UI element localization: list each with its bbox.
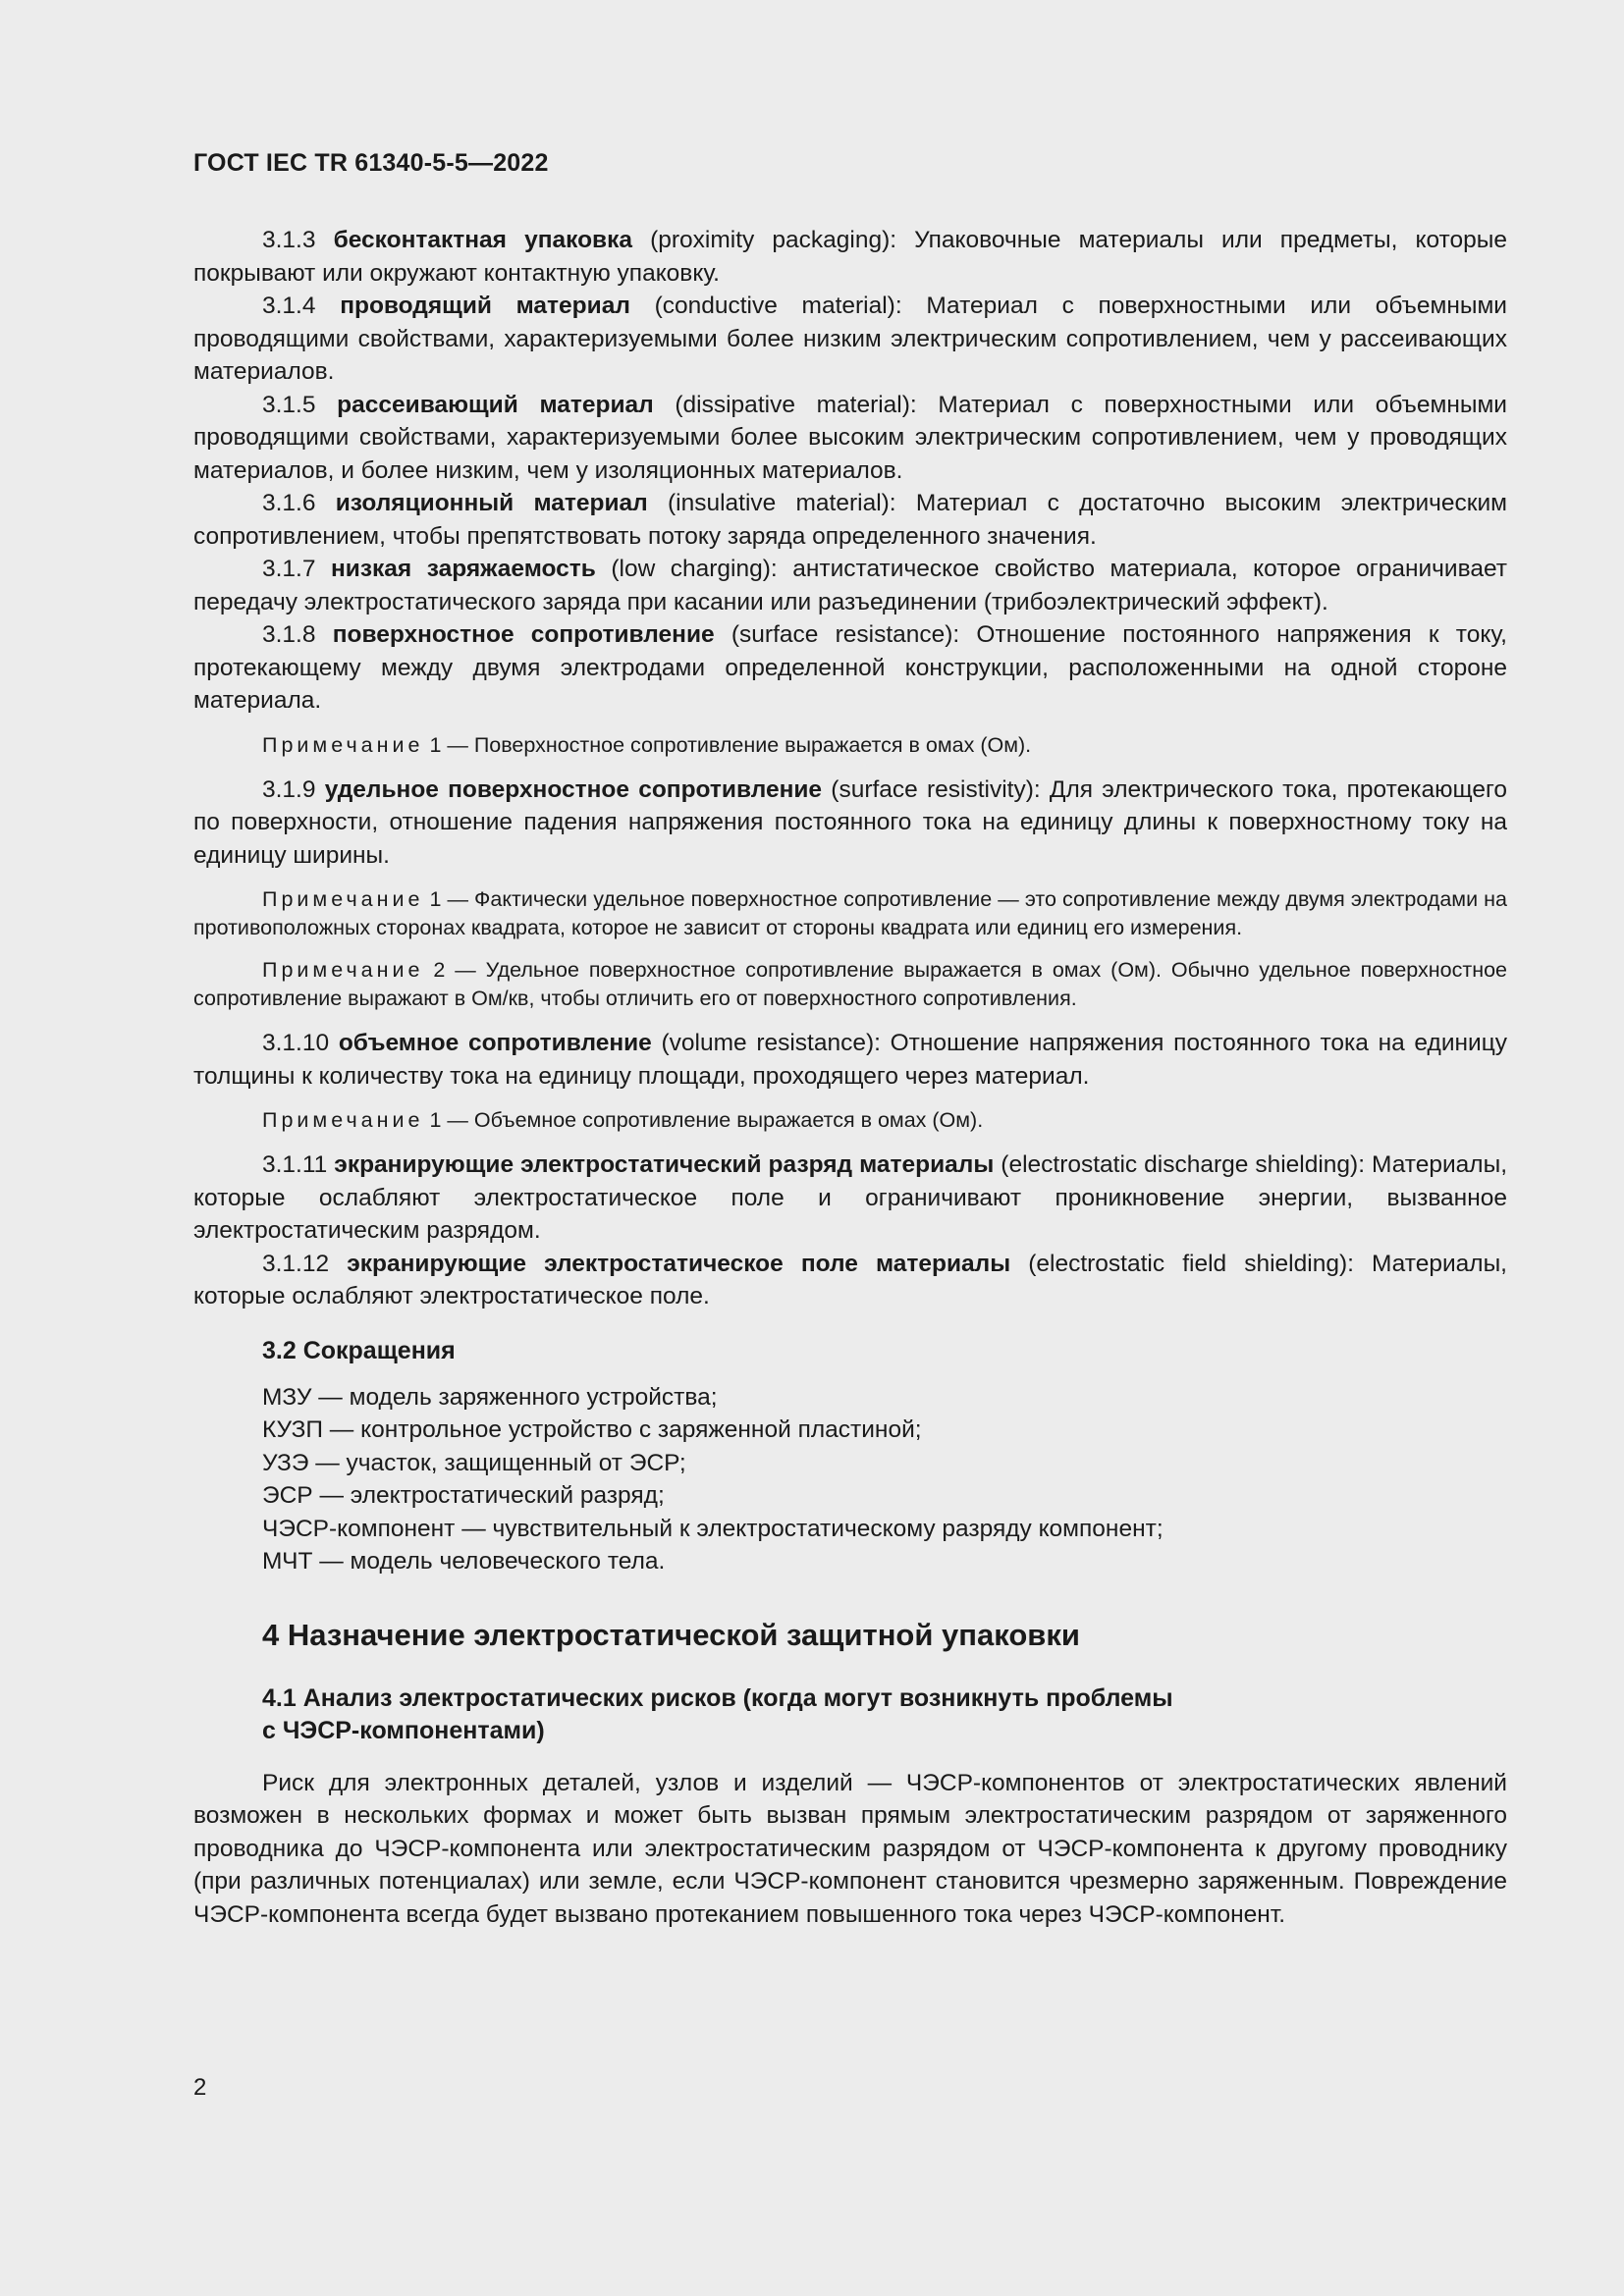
section-4-1-title: 4.1 Анализ электростатических рисков (когда могут возникнуть проблемы с ЧЭСР-компонентами) [262, 1683, 1173, 1744]
document-body [193, 224, 1507, 1931]
note-3-1-10: Примечание 1 — Объемное сопротивление выражается в омах (Ом). [262, 1108, 984, 1132]
list-item: ЧЭСР-компонент — чувствительный к электростатическому разряду компонент; [262, 1515, 1164, 1542]
list-item: ЭСР — электростатический разряд; [262, 1482, 665, 1509]
term-3-1-5: 3.1.5 рассеивающий материал (dissipative material): Материал с поверхностными или объемными проводящими свойствами, характеризуемыми более высоким электрическим сопротивлением, чем у проводящих материалов, и более низким, чем у изоляционных материалов. [193, 391, 1507, 484]
page-number: 2 [193, 2074, 207, 2101]
term-3-1-4: 3.1.4 проводящий материал (conductive material): Материал с поверхностными или объемными проводящими свойствами, характеризуемыми более низким электрическим сопротивлением, чем у рассеивающих материалов. [193, 293, 1507, 385]
note-3-1-9-1: Примечание 1 — Фактически удельное поверхностное сопротивление — это сопротивление между двумя электродами на противоположных сторонах квадрата, которое не зависит от стороны квадрата или единиц его измерения. [193, 887, 1507, 939]
list-item: УЗЭ — участок, защищенный от ЭСР; [262, 1449, 686, 1476]
term-3-1-6: 3.1.6 изоляционный материал (insulative material): Материал с достаточно высоким электрическим сопротивлением, чтобы препятствовать потоку заряда определенного значения. [193, 490, 1508, 550]
term-3-1-9: 3.1.9 удельное поверхностное сопротивление (surface resistivity): Для электрического тока, протекающего по поверхности, отношение падения напряжения постоянного тока на единицу длины к поверхностному току на единицу ширины. [193, 775, 1507, 869]
list-item: МЧТ — модель человеческого тела. [262, 1548, 666, 1575]
term-3-1-12: 3.1.12 экранирующие электростатическое поле материалы (electrostatic field shielding): Материалы, которые ослабляют электростатическое поле. [193, 1250, 1507, 1309]
paragraph-4-1: Риск для электронных деталей, узлов и изделий — ЧЭСР-компонентов от электростатических явлений возможен в нескольких формах и может быть вызван прямым электростатическим разрядом от заряженного проводника до ЧЭСР-компонента или электростатическим разрядом от ЧЭСР-компонента к другому проводнику (при различных потенциалах) или земле, если ЧЭСР-компонент становится чрезмерно заряженным. Повреждение ЧЭСР-компонента всегда будет вызвано протеканием повышенного тока через ЧЭСР-компонент. [193, 1769, 1507, 1928]
note-3-1-9-2: Примечание 2 — Удельное поверхностное сопротивление выражается в омах (Ом). Обычно удельное поверхностное сопротивление выражают в Ом/кв, чтобы отличить его от поверхностного сопротивления. [193, 958, 1507, 1010]
term-3-1-11: 3.1.11 экранирующие электростатический разряд материалы (electrostatic discharge shielding): Материалы, которые ослабляют электростатическое поле и ограничивают проникновение энергии, вызванное электростатическим разрядом. [193, 1151, 1507, 1244]
list-item: МЗУ — модель заряженного устройства; [262, 1383, 718, 1411]
term-3-1-8: 3.1.8 поверхностное сопротивление (surface resistance): Отношение постоянного напряжения к току, протекающему между двумя электродами определенной конструкции, расположенными на одной стороне материала. [193, 621, 1507, 714]
term-3-1-7: 3.1.7 низкая заряжаемость (low charging): антистатическое свойство материала, которое ограничивает передачу электростатического заряда при касании или разъединении (трибоэлектрический эффект). [193, 556, 1508, 615]
section-4-title: 4 Назначение электростатической защитной упаковки [262, 1617, 1080, 1652]
term-3-1-3: 3.1.3 бесконтактная упаковка (proximity packaging): Упаковочные материалы или предметы, которые покрывают или окружают контактную упаковку. [193, 227, 1507, 287]
note-3-1-8: Примечание 1 — Поверхностное сопротивление выражается в омах (Ом). [262, 732, 1032, 757]
section-3-2-title: 3.2 Сокращения [262, 1336, 456, 1364]
list-item: КУЗП — контрольное устройство с заряженной пластиной; [262, 1416, 922, 1443]
term-3-1-10: 3.1.10 объемное сопротивление (volume resistance): Отношение напряжения постоянного тока на единицу толщины к количеству тока на единицу площади, проходящего через материал. [193, 1030, 1507, 1090]
abbreviations-list [262, 1381, 1507, 1578]
document-header: ГОСТ IEC TR 61340-5-5—2022 [193, 149, 549, 177]
